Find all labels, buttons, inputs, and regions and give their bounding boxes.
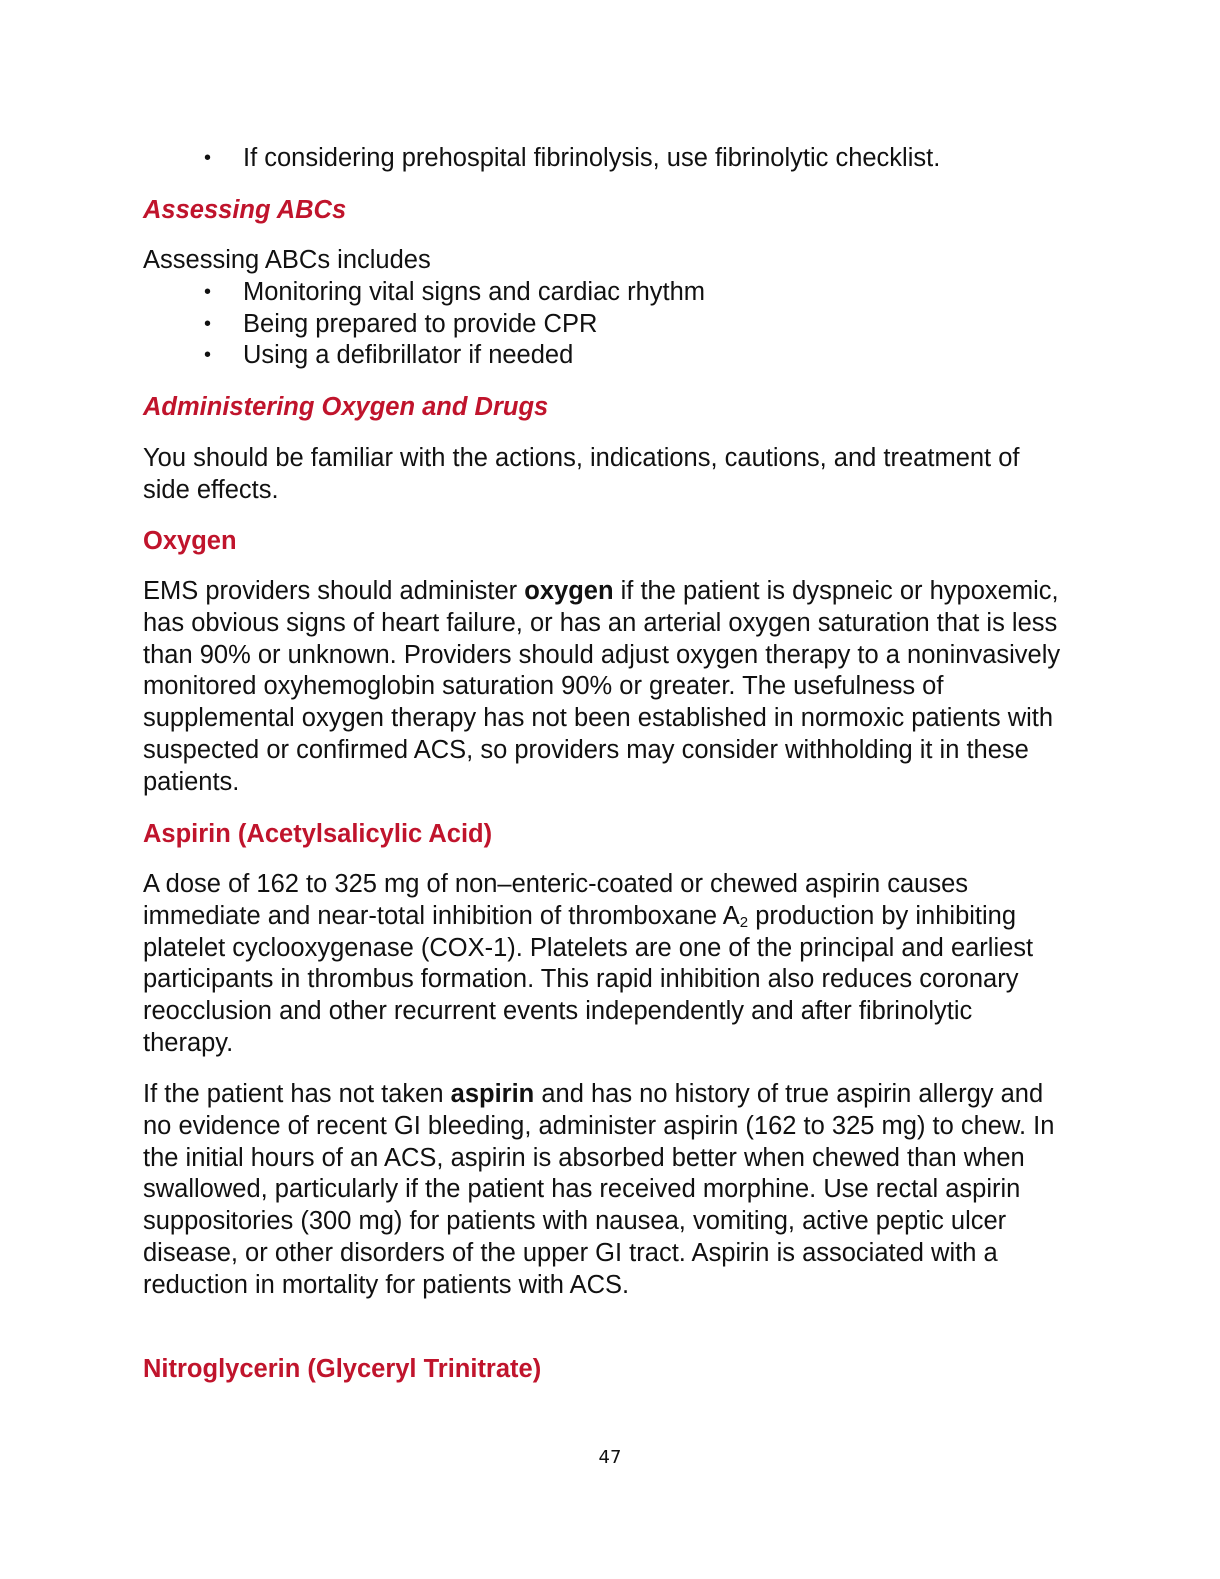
top-bullet-list bbox=[143, 143, 1083, 175]
page-number: 47 bbox=[598, 1447, 622, 1468]
oxygen-drugs-paragraph: You should be familiar with the actions, indications, cautions, and treatment of side effects. bbox=[143, 444, 1020, 504]
bold-term-oxygen: oxygen bbox=[524, 577, 614, 605]
section-heading-aspirin: Aspirin (Acetylsalicylic Acid) bbox=[143, 820, 493, 848]
section-heading-assessing-abcs: Assessing ABCs bbox=[143, 196, 347, 224]
list-item: • Monitoring vital signs and cardiac rhythm bbox=[143, 277, 1083, 309]
abcs-intro: Assessing ABCs includes bbox=[143, 246, 431, 274]
oxygen-paragraph: EMS providers should administer oxygen if the patient is dyspneic or hypoxemic, has obvious signs of heart failure, or has an arterial oxygen saturation that is less than 90% or unknown. Providers should adjust oxygen therapy to a noninvasively monitored oxyhemoglobin saturation 90% or greater. The usefulness of supplemental oxygen therapy has not been established in normoxic patients with suspected or confirmed ACS, so providers may consider withholding it in these patients. bbox=[143, 577, 1061, 796]
abcs-section bbox=[143, 245, 1083, 372]
list-item: • If considering prehospital fibrinolysis, use fibrinolytic checklist. bbox=[143, 143, 1083, 175]
bullet-icon: • bbox=[204, 280, 212, 303]
bullet-icon: • bbox=[204, 312, 212, 335]
aspirin-section-paragraph-2 bbox=[143, 1079, 1078, 1302]
bullet-icon: • bbox=[204, 147, 212, 169]
aspirin-paragraph-1: A dose of 162 to 325 mg of non–enteric-coated or chewed aspirin causes immediate and near-total inhibition of thromboxane $A_2$ production by inhibiting platelet cyclooxygenase (COX-1). Platelets are one of the principal and earliest participants in thrombus formation. This rapid inhibition also reduces coronary reocclusion and other recurrent events independently and after fibrinolytic therapy. bbox=[143, 870, 1034, 1057]
bold-term-aspirin: aspirin bbox=[450, 1080, 535, 1108]
abcs-bullet-list bbox=[143, 277, 1083, 372]
oxygen-section bbox=[143, 576, 1078, 799]
bullet-icon: • bbox=[204, 344, 212, 367]
section-heading-oxygen: Oxygen bbox=[143, 527, 237, 555]
oxygen-drugs-section bbox=[143, 443, 1073, 507]
section-heading-administering-oxygen-drugs: Administering Oxygen and Drugs bbox=[143, 393, 549, 421]
list-item: • Using a defibrillator if needed bbox=[143, 340, 1083, 372]
list-item: • Being prepared to provide CPR bbox=[143, 309, 1083, 341]
subscript-2: 2 bbox=[739, 913, 749, 931]
aspirin-paragraph-2: If the patient has not taken aspirin and has no history of true aspirin allergy and no evidence of recent GI bleeding, administer aspirin (162 to 325 mg) to chew. In the initial hours of an ACS, aspirin is absorbed better when chewed than when swallowed, particularly if the patient has received morphine. Use rectal aspirin suppositories (300 mg) for patients with nausea, vomiting, active peptic ulcer disease, or other disorders of the upper GI tract. Aspirin is associated with a reduction in mortality for patients with ACS. bbox=[143, 1080, 1055, 1299]
aspirin-section-paragraph-1 bbox=[143, 869, 1058, 1060]
section-heading-nitroglycerin: Nitroglycerin (Glyceryl Trinitrate) bbox=[143, 1355, 542, 1383]
